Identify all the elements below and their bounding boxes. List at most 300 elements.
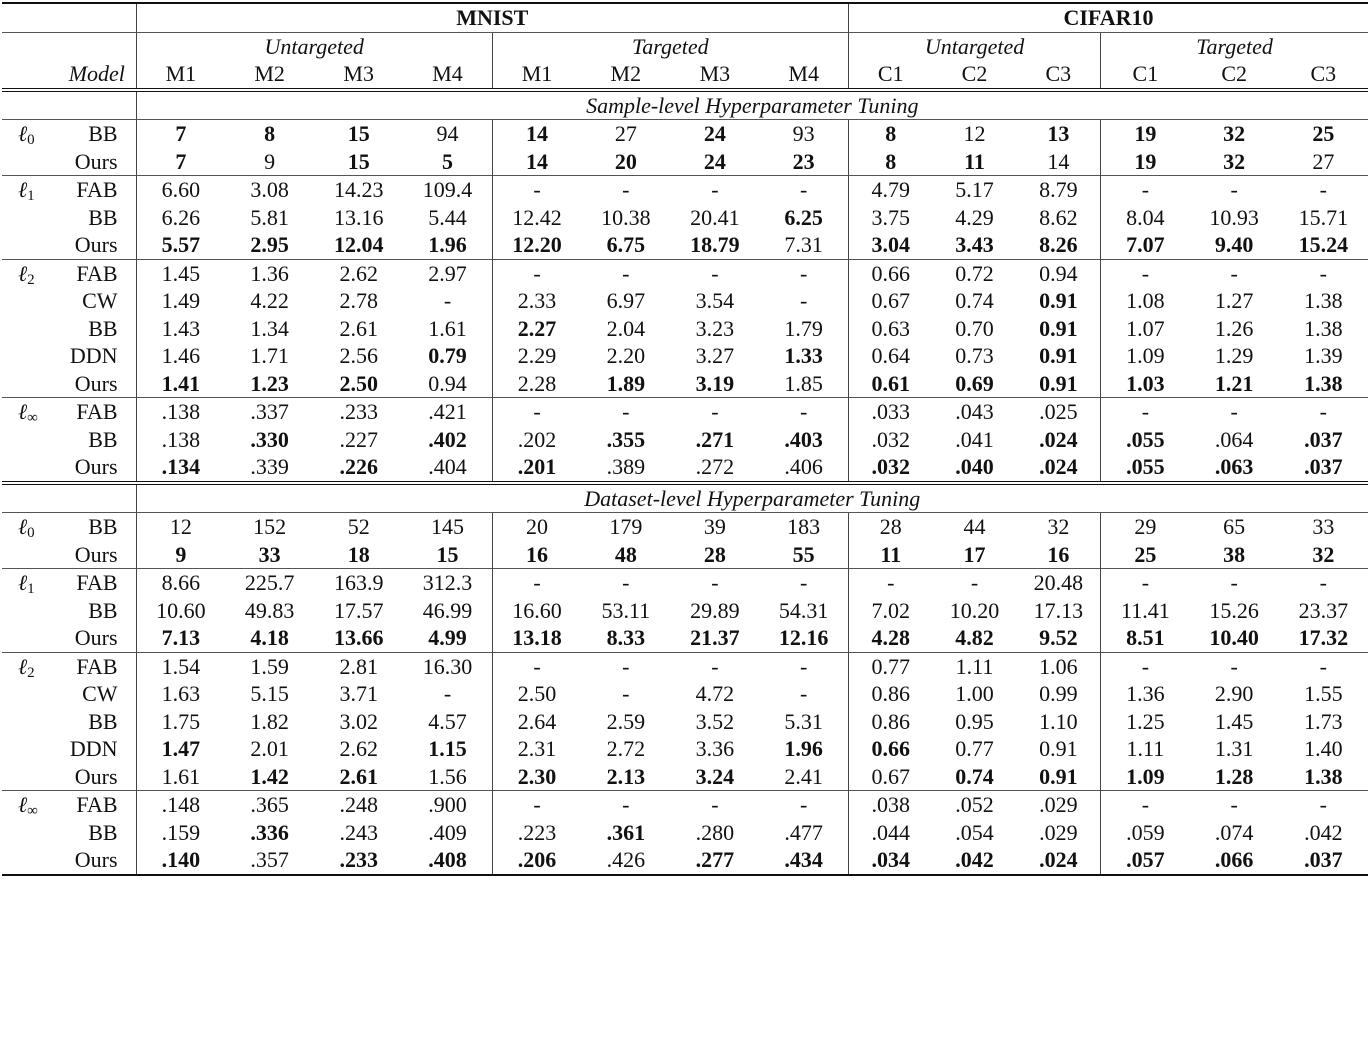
value-cell: 17.32 [1298, 625, 1349, 650]
model-name: Ours [74, 625, 118, 650]
metric-subscript: 1 [27, 581, 35, 597]
header-row-datasets [2, 3, 1368, 32]
value-cell: - [443, 681, 452, 706]
value-cell: 0.61 [848, 370, 932, 398]
value-cell: .404 [428, 454, 467, 479]
value-cell: .138 [136, 426, 225, 454]
value-cell: 1.40 [1304, 736, 1343, 761]
value-cell: 2.78 [339, 288, 378, 313]
model-name: FAB [58, 259, 136, 287]
value-cell: 15 [347, 148, 370, 174]
value-cell: 13 [1017, 120, 1101, 148]
column-header: C3 [1310, 61, 1337, 86]
column-header: M1 [136, 60, 225, 90]
value-cell: 10.93 [1209, 204, 1259, 230]
value-cell: 4.99 [428, 625, 467, 650]
value-cell: 2.59 [606, 708, 646, 734]
value-cell: - [492, 791, 581, 819]
value-cell: 6.26 [136, 204, 225, 232]
value-cell: 10.20 [949, 597, 1000, 623]
table-row [2, 148, 1368, 176]
value-cell: 1.28 [1214, 763, 1254, 789]
value-cell: 1.07 [1101, 315, 1190, 343]
group-header-cifar-targeted: Targeted [1101, 32, 1368, 60]
value-cell: 1.46 [136, 342, 225, 370]
value-cell: 7.31 [784, 232, 823, 257]
value-cell: 20 [492, 513, 581, 541]
value-cell: .409 [428, 819, 467, 845]
value-cell: 2.33 [492, 287, 581, 315]
value-cell: 1.06 [1017, 652, 1101, 680]
header-row-columns [2, 60, 1368, 90]
value-cell: 24 [703, 148, 726, 174]
value-cell: 14.23 [314, 176, 403, 204]
model-name: Ours [74, 148, 118, 174]
value-cell: 0.67 [848, 287, 932, 315]
value-cell: 3.71 [339, 681, 378, 706]
value-cell: .337 [225, 398, 314, 426]
value-cell: - [848, 569, 932, 597]
value-cell: .339 [250, 454, 289, 479]
value-cell: 1.59 [225, 652, 314, 680]
value-cell: - [1101, 176, 1190, 204]
value-cell: 23 [792, 148, 815, 174]
value-cell: 1.45 [1214, 708, 1254, 734]
value-cell: 32 [1190, 120, 1279, 148]
value-cell: 32 [1312, 541, 1335, 567]
model-name: BB [88, 597, 118, 623]
value-cell: - [581, 652, 670, 680]
value-cell: .054 [955, 819, 994, 845]
value-cell: 0.67 [848, 763, 932, 791]
metric-label [2, 342, 58, 370]
value-cell: 0.86 [848, 680, 932, 708]
value-cell: - [759, 398, 848, 426]
value-cell: 1.08 [1101, 287, 1190, 315]
value-cell: 1.09 [1101, 342, 1190, 370]
value-cell: - [581, 398, 670, 426]
value-cell: - [622, 681, 630, 706]
value-cell: 25 [1279, 120, 1368, 148]
value-cell: .032 [848, 426, 932, 454]
value-cell: 2.28 [492, 370, 581, 398]
value-cell: 1.38 [1304, 315, 1343, 341]
value-cell: 1.41 [136, 370, 225, 398]
table-row [2, 680, 1368, 708]
model-name: BB [88, 819, 118, 845]
value-cell: 1.61 [428, 315, 467, 341]
value-cell: 7 [136, 148, 225, 176]
value-cell: 0.91 [1039, 370, 1078, 396]
value-cell: 12.04 [333, 232, 384, 257]
value-cell: - [443, 288, 452, 313]
model-name: CW [82, 681, 118, 706]
model-name: Ours [74, 232, 118, 257]
metric-label [2, 735, 58, 763]
value-cell: .148 [136, 791, 225, 819]
value-cell: 1.38 [1304, 370, 1343, 396]
metric-label [2, 597, 58, 625]
corner-cell [2, 3, 136, 32]
value-cell: 2.72 [606, 736, 646, 761]
value-cell: .134 [136, 453, 225, 483]
value-cell: .029 [1017, 791, 1101, 819]
value-cell: - [492, 398, 581, 426]
value-cell: 55 [792, 541, 815, 567]
value-cell: 1.45 [136, 259, 225, 287]
value-cell: 3.27 [695, 343, 735, 368]
value-cell: 18 [347, 541, 370, 567]
value-cell: .055 [1101, 426, 1190, 454]
metric-label [2, 680, 58, 708]
value-cell: - [1101, 652, 1190, 680]
value-cell: 9.40 [1214, 232, 1254, 257]
value-cell: .365 [225, 791, 314, 819]
value-cell: 3.23 [695, 315, 735, 341]
value-cell: - [492, 176, 581, 204]
value-cell: 15 [314, 120, 403, 148]
table-row [2, 204, 1368, 232]
value-cell: 7.07 [1101, 231, 1190, 259]
value-cell: - [759, 259, 848, 287]
value-cell: 4.79 [848, 176, 932, 204]
value-cell: 1.43 [136, 315, 225, 343]
metric-symbol: ℓ [18, 792, 28, 817]
value-cell: 1.55 [1304, 681, 1343, 706]
value-cell: 0.74 [955, 763, 994, 789]
value-cell: 17.57 [333, 597, 384, 623]
value-cell: - [492, 652, 581, 680]
value-cell: .408 [403, 846, 492, 875]
value-cell: .024 [1039, 454, 1078, 479]
group-header-cifar-untargeted: Untargeted [848, 32, 1100, 60]
model-header: Model [68, 61, 125, 86]
value-cell: 225.7 [225, 569, 314, 597]
table-row [2, 315, 1368, 343]
value-cell: 8.79 [1017, 176, 1101, 204]
column-header: M3 [699, 61, 731, 86]
value-cell: 1.39 [1304, 343, 1343, 368]
metric-symbol: ℓ [18, 177, 28, 202]
value-cell: .421 [403, 398, 492, 426]
value-cell: 1.54 [136, 652, 225, 680]
value-cell: 2.27 [492, 315, 581, 343]
value-cell: 2.13 [606, 763, 646, 789]
value-cell: 0.70 [955, 315, 994, 341]
value-cell: .361 [606, 819, 646, 845]
corner-cell [2, 32, 136, 60]
value-cell: - [759, 652, 848, 680]
metric-subscript: ∞ [27, 410, 38, 426]
table-body [2, 3, 1368, 875]
metric-label [2, 259, 58, 287]
value-cell: 109.4 [403, 176, 492, 204]
value-cell: .140 [136, 846, 225, 875]
value-cell: 4.28 [848, 624, 932, 652]
value-cell: 10.40 [1209, 625, 1259, 650]
table-row [2, 120, 1368, 148]
value-cell: 0.69 [955, 370, 994, 396]
value-cell: .248 [314, 791, 403, 819]
value-cell: 8.66 [136, 569, 225, 597]
value-cell: .038 [848, 791, 932, 819]
value-cell: 14 [492, 120, 581, 148]
metric-subscript: ∞ [27, 803, 38, 819]
metric-label [2, 148, 58, 176]
value-cell: .406 [784, 454, 823, 479]
table-row [2, 624, 1368, 652]
model-name: Ours [74, 370, 118, 396]
value-cell: 1.38 [1304, 288, 1343, 313]
value-cell: .243 [339, 819, 378, 845]
value-cell: .389 [606, 454, 646, 479]
value-cell: .403 [784, 426, 823, 452]
model-name: Ours [74, 454, 118, 479]
value-cell: 1.38 [1304, 763, 1343, 789]
value-cell: 48 [614, 541, 637, 567]
metric-label [2, 120, 58, 148]
value-cell: 1.61 [136, 763, 225, 791]
value-cell: 20.48 [1017, 569, 1101, 597]
value-cell: 1.26 [1214, 315, 1254, 341]
model-name: BB [58, 120, 136, 148]
value-cell: 8.62 [1039, 204, 1078, 230]
metric-label [2, 708, 58, 736]
value-cell: .024 [1039, 426, 1078, 452]
value-cell: 9 [264, 148, 276, 174]
value-cell: 23.37 [1298, 597, 1349, 623]
value-cell: 15.26 [1209, 597, 1259, 623]
value-cell: .271 [695, 426, 735, 452]
value-cell: 54.31 [778, 597, 829, 623]
metric-label [2, 652, 58, 680]
model-name: DDN [69, 736, 118, 761]
model-name: FAB [58, 398, 136, 426]
value-cell: .052 [933, 791, 1017, 819]
value-cell: 18.79 [690, 232, 740, 257]
value-cell: - [581, 259, 670, 287]
model-name: BB [88, 708, 118, 734]
model-name: Ours [74, 541, 118, 567]
value-cell: .138 [136, 398, 225, 426]
dataset-header-cifar10: CIFAR10 [848, 3, 1368, 32]
value-cell: 2.81 [314, 652, 403, 680]
value-cell: 1.21 [1214, 370, 1254, 396]
value-cell: 14 [1047, 148, 1070, 174]
value-cell: 52 [314, 513, 403, 541]
value-cell: .042 [1304, 819, 1343, 845]
value-cell: .037 [1279, 846, 1368, 875]
value-cell: 12 [933, 120, 1017, 148]
column-header: M4 [432, 61, 463, 86]
value-cell: 53.11 [601, 597, 651, 623]
value-cell: 2.62 [314, 259, 403, 287]
table-row [2, 791, 1368, 819]
value-cell: 1.27 [1214, 288, 1254, 313]
value-cell: .223 [492, 819, 581, 847]
value-cell: 25 [1101, 541, 1190, 569]
value-cell: - [1190, 652, 1279, 680]
value-cell: 1.11 [933, 652, 1017, 680]
value-cell: - [670, 791, 759, 819]
value-cell: .064 [1214, 426, 1254, 452]
value-cell: .426 [581, 846, 670, 875]
metric-label [2, 231, 58, 259]
model-name: FAB [58, 791, 136, 819]
value-cell: - [1279, 791, 1368, 819]
value-cell: 3.04 [848, 231, 932, 259]
value-cell: 0.91 [1039, 315, 1078, 341]
metric-symbol: ℓ [18, 570, 28, 595]
value-cell: 29 [1101, 513, 1190, 541]
table-row [2, 708, 1368, 736]
metric-label [2, 791, 58, 819]
value-cell: 4.18 [250, 625, 289, 650]
value-cell: - [933, 569, 1017, 597]
value-cell: 44 [933, 513, 1017, 541]
value-cell: .159 [136, 819, 225, 847]
value-cell: 1.15 [428, 736, 467, 761]
table-row [2, 819, 1368, 847]
metric-label [2, 176, 58, 204]
value-cell: 0.99 [1039, 681, 1078, 706]
value-cell: .066 [1190, 846, 1279, 875]
value-cell: .037 [1304, 454, 1343, 479]
value-cell: - [1279, 398, 1368, 426]
value-cell: 3.02 [339, 708, 378, 734]
value-cell: 2.64 [492, 708, 581, 736]
table-row [2, 597, 1368, 625]
value-cell: 179 [581, 513, 670, 541]
value-cell: 1.11 [1101, 735, 1190, 763]
table-row [2, 735, 1368, 763]
value-cell: 5.17 [933, 176, 1017, 204]
value-cell: 3.36 [695, 736, 735, 761]
value-cell: 1.96 [784, 736, 823, 761]
value-cell: 5 [441, 148, 453, 174]
value-cell: 5.81 [250, 204, 289, 230]
value-cell: 9.52 [1039, 625, 1078, 650]
value-cell: 46.99 [422, 597, 473, 623]
metric-subscript: 2 [27, 271, 35, 287]
value-cell: 2.50 [492, 680, 581, 708]
value-cell: - [759, 176, 848, 204]
value-cell: - [1190, 259, 1279, 287]
value-cell: 0.66 [848, 259, 932, 287]
value-cell: 312.3 [403, 569, 492, 597]
value-cell: 4.72 [695, 681, 735, 706]
value-cell: .040 [955, 454, 994, 479]
dataset-header-mnist: MNIST [136, 3, 848, 32]
value-cell: 38 [1223, 541, 1246, 567]
value-cell: 2.95 [250, 232, 289, 257]
value-cell: 13.16 [333, 204, 384, 230]
value-cell: 24 [670, 120, 759, 148]
table-row [2, 763, 1368, 791]
value-cell: - [581, 791, 670, 819]
value-cell: - [670, 569, 759, 597]
value-cell: 2.30 [492, 763, 581, 791]
metric-label [2, 315, 58, 343]
value-cell: 2.20 [606, 343, 646, 368]
value-cell: 6.97 [606, 288, 646, 313]
value-cell: 0.73 [955, 343, 994, 368]
value-cell: 9 [136, 541, 225, 569]
value-cell: 0.66 [848, 735, 932, 763]
section-title-spacer [2, 90, 136, 120]
value-cell: 183 [759, 513, 848, 541]
value-cell: 10.60 [136, 597, 225, 625]
corner-cell [2, 60, 58, 90]
value-cell: .057 [1101, 846, 1190, 875]
table-row [2, 259, 1368, 287]
value-cell: 13.66 [333, 625, 384, 650]
value-cell: .063 [1214, 454, 1254, 479]
value-cell: 20 [614, 148, 637, 174]
value-cell: 0.72 [933, 259, 1017, 287]
metric-subscript: 2 [27, 664, 35, 680]
value-cell: 8.33 [606, 625, 646, 650]
model-name: FAB [58, 652, 136, 680]
value-cell: 3.52 [695, 708, 735, 734]
value-cell: - [670, 652, 759, 680]
value-cell: 7.02 [848, 597, 932, 625]
value-cell: 65 [1190, 513, 1279, 541]
metric-label [2, 370, 58, 398]
metric-symbol: ℓ [18, 514, 28, 539]
value-cell: 12.42 [492, 204, 581, 232]
column-header: C1 [848, 60, 932, 90]
value-cell: .024 [1017, 846, 1101, 875]
value-cell: 152 [225, 513, 314, 541]
column-header: M1 [492, 60, 581, 90]
value-cell: 16 [1047, 541, 1070, 567]
value-cell: .900 [403, 791, 492, 819]
metric-label [2, 398, 58, 426]
table-row [2, 513, 1368, 541]
value-cell: 3.24 [695, 763, 735, 789]
metric-symbol: ℓ [18, 260, 28, 286]
value-cell: 1.96 [428, 232, 467, 257]
value-cell: 8.26 [1039, 232, 1078, 257]
value-cell: 4.82 [955, 625, 994, 650]
group-header-mnist-targeted: Targeted [492, 32, 848, 60]
value-cell: 0.94 [428, 370, 467, 396]
value-cell: 2.50 [339, 370, 378, 396]
model-name: Ours [58, 846, 136, 875]
metric-label [2, 819, 58, 847]
value-cell: 6.60 [136, 176, 225, 204]
value-cell: 1.09 [1101, 763, 1190, 791]
column-header: C1 [1101, 60, 1190, 90]
results-table [2, 2, 1368, 876]
value-cell: - [581, 569, 670, 597]
value-cell: 0.95 [955, 708, 994, 734]
value-cell: 1.25 [1101, 708, 1190, 736]
value-cell: - [759, 569, 848, 597]
value-cell: 1.71 [250, 343, 289, 368]
table-row [2, 541, 1368, 569]
value-cell: .272 [695, 454, 735, 479]
value-cell: - [581, 176, 670, 204]
metric-label [2, 426, 58, 454]
value-cell: - [492, 259, 581, 287]
value-cell: 8.04 [1101, 204, 1190, 232]
value-cell: 0.91 [1039, 736, 1078, 761]
value-cell: .233 [314, 846, 403, 875]
model-name: FAB [58, 176, 136, 204]
value-cell: .055 [1101, 453, 1190, 483]
